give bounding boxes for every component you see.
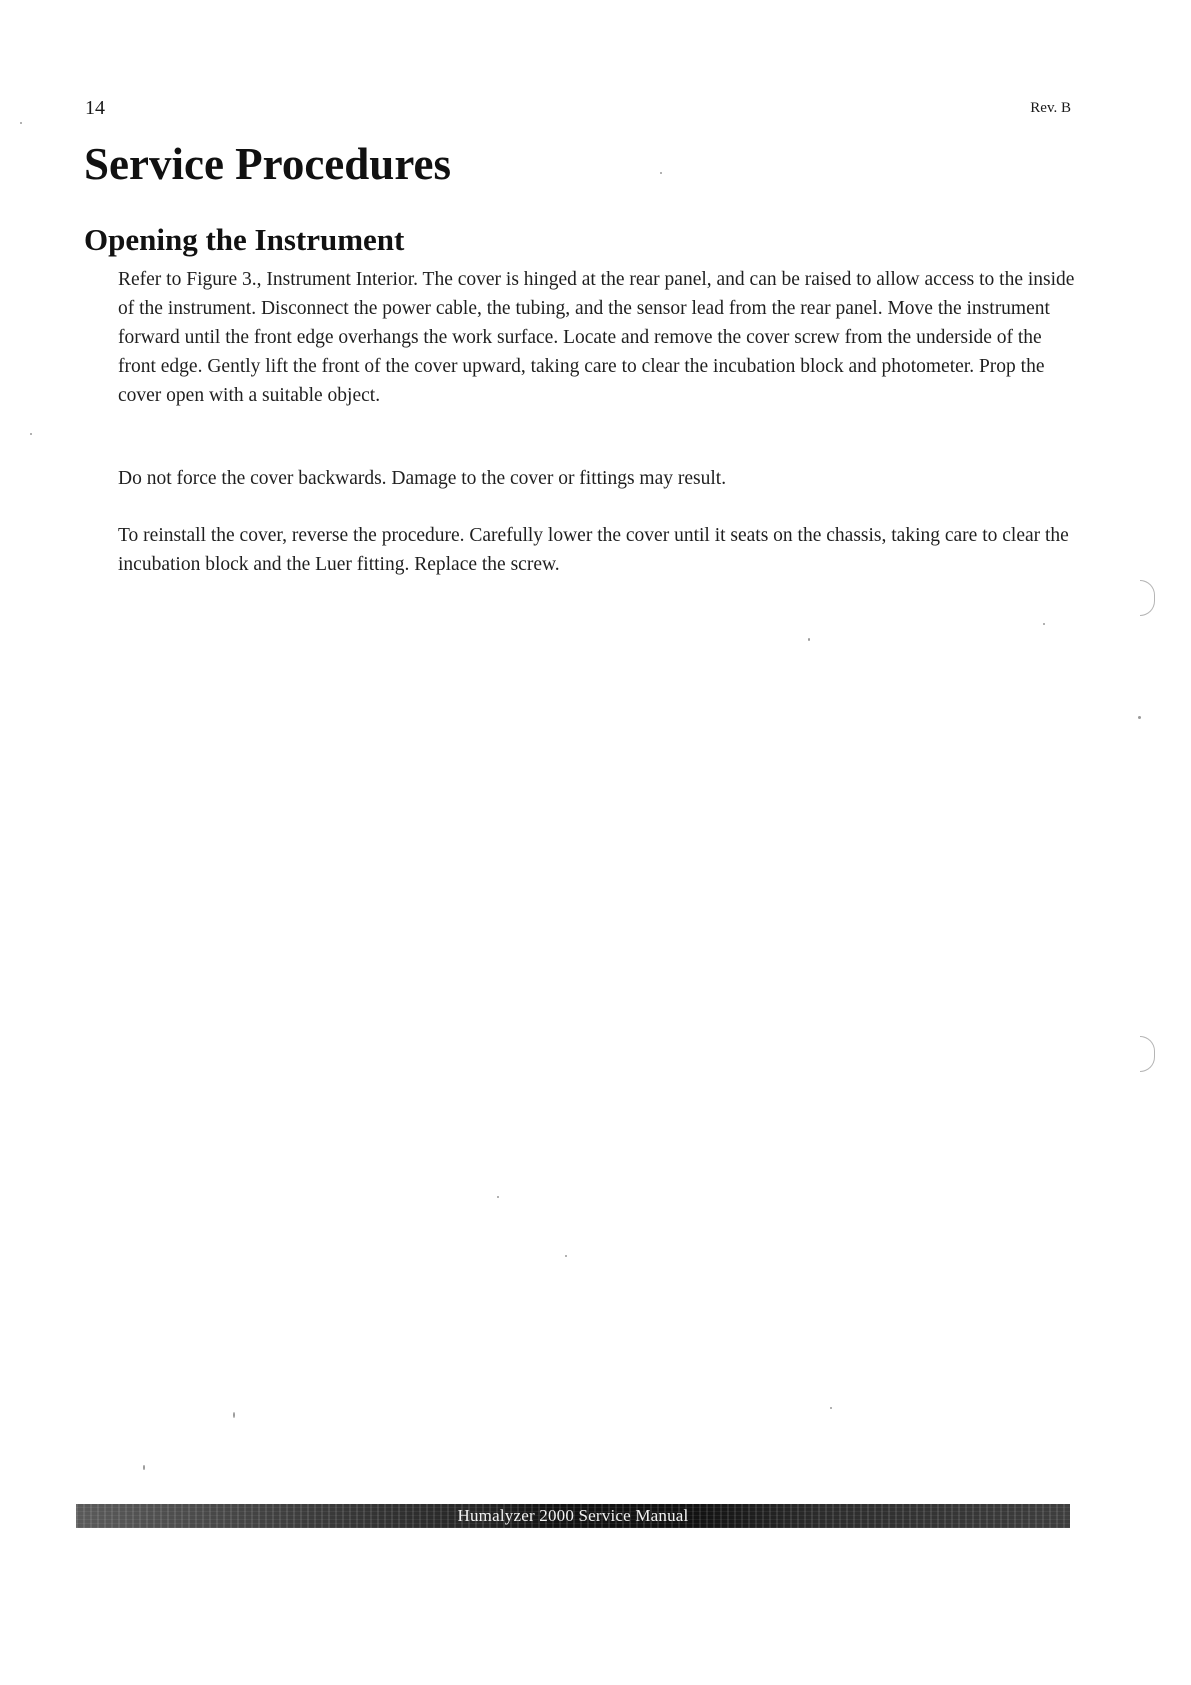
scan-speck [30, 433, 32, 435]
scan-speck [808, 638, 810, 641]
revision-label: Rev. B [1030, 100, 1071, 116]
binding-hole-mark [1140, 1036, 1155, 1072]
footer-title: Humalyzer 2000 Service Manual [457, 1506, 689, 1525]
paragraph-reinstall: To reinstall the cover, reverse the procedure. Carefully lower the cover until it seats on the chassis, taking care to clear the incubation block and the Luer fitting. Replace the screw. [118, 525, 1069, 575]
scan-speck [1138, 716, 1141, 719]
footer-bar [76, 1504, 1070, 1528]
scan-speck [143, 1465, 145, 1470]
scan-speck [233, 1412, 235, 1418]
paragraph-opening: Refer to Figure 3., Instrument Interior. The cover is hinged at the rear panel, and can be raised to allow access to the inside of the instrument. Disconnect the power cable, the tubing, and the sensor lead from the rear panel. Move the instrument forward until the front edge overhangs the work surface. Locate and remove the cover screw from the underside of the front edge. Gently lift the front of the cover upward, taking care to clear the incubation block and photometer. Prop the cover open with a suitable object. [118, 269, 1075, 406]
scan-speck [660, 172, 662, 174]
section-heading: Opening the Instrument [84, 222, 405, 257]
paragraph-caution: Do not force the cover backwards. Damage to the cover or fittings may result. [118, 468, 727, 489]
page-title: Service Procedures [84, 139, 451, 189]
binding-hole-mark [1140, 580, 1155, 616]
scan-speck [830, 1407, 832, 1409]
scan-speck [1043, 623, 1045, 625]
scan-speck [20, 122, 22, 124]
page-number: 14 [85, 97, 105, 119]
scan-speck [565, 1255, 567, 1257]
scan-speck [497, 1196, 499, 1198]
